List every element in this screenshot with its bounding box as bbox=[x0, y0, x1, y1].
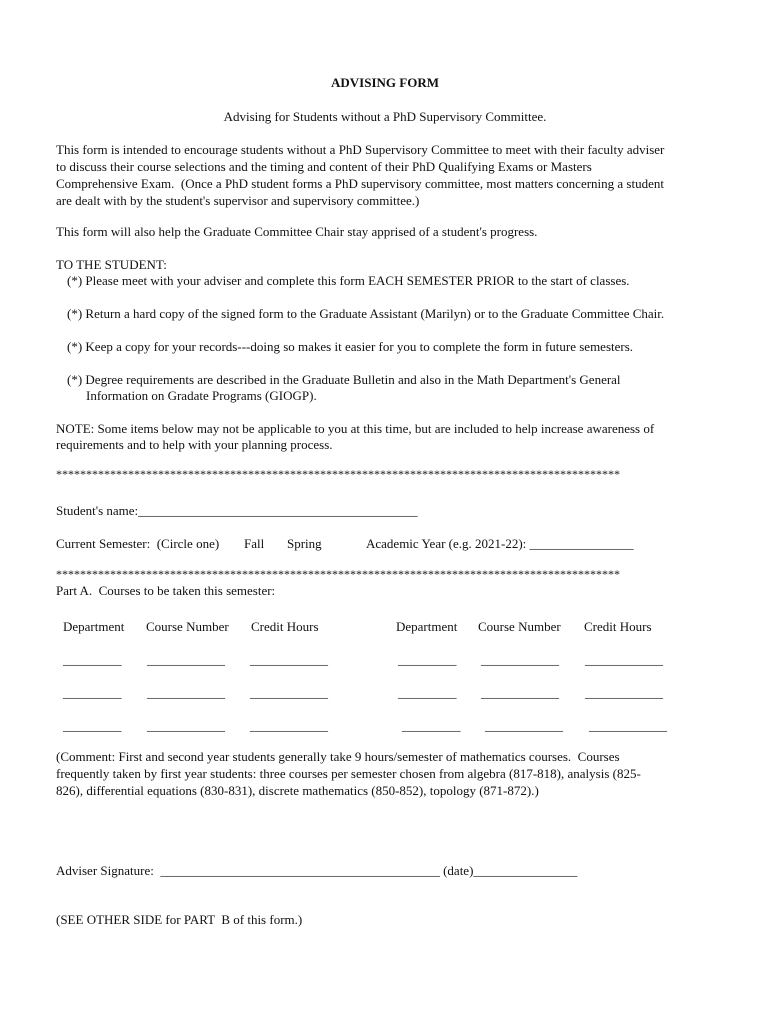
column-header-credit-hours: Credit Hours bbox=[251, 619, 319, 634]
course-number-blank[interactable]: ____________ bbox=[481, 652, 559, 667]
part-a-heading: Part A. Courses to be taken this semester: bbox=[56, 583, 276, 598]
department-blank[interactable]: _________ bbox=[398, 685, 457, 700]
column-header-course-number: Course Number bbox=[478, 619, 561, 634]
intro-line: to discuss their course selections and the timing and content of their PhD Qualifying Exams or Masters bbox=[56, 159, 592, 174]
semester-option-spring[interactable]: Spring bbox=[287, 536, 322, 551]
note-line: NOTE: Some items below may not be applicable to you at this time, but are included to help increase awareness of bbox=[56, 421, 655, 436]
intro-line: are dealt with by the student's supervisor and supervisory committee.) bbox=[56, 193, 420, 208]
comment-line: frequently taken by first year students: three courses per semester chosen from algebra (817-818), analysis (825- bbox=[56, 766, 641, 781]
column-header-course-number: Course Number bbox=[146, 619, 229, 634]
note-line: requirements and to help with your planning process. bbox=[56, 437, 333, 452]
column-header-department: Department bbox=[63, 619, 125, 634]
column-header-department: Department bbox=[396, 619, 458, 634]
comment-line: 826), differential equations (830-831), discrete mathematics (850-852), topology (871-872).) bbox=[56, 783, 539, 798]
instruction-item: (*) Keep a copy for your records---doing so makes it easier for you to complete the form in future semesters. bbox=[67, 339, 634, 354]
separator: ********************************************************************************************** bbox=[56, 567, 620, 581]
instruction-item: (*) Degree requirements are described in the Graduate Bulletin and also in the Math Department's General bbox=[67, 372, 621, 387]
semester-option-fall[interactable]: Fall bbox=[244, 536, 265, 551]
see-other-side-note: (SEE OTHER SIDE for PART B of this form.) bbox=[56, 912, 303, 927]
academic-year-field[interactable]: Academic Year (e.g. 2021-22): ________________ bbox=[366, 536, 634, 551]
intro-line: Comprehensive Exam. (Once a PhD student forms a PhD supervisory committee, most matters concerning a student bbox=[56, 176, 664, 191]
course-number-blank[interactable]: ____________ bbox=[147, 685, 225, 700]
semester-label: Current Semester: (Circle one) bbox=[56, 536, 220, 551]
course-number-blank[interactable]: ____________ bbox=[147, 718, 225, 733]
credit-hours-blank[interactable]: ____________ bbox=[585, 685, 663, 700]
course-number-blank[interactable]: ____________ bbox=[485, 718, 563, 733]
department-blank[interactable]: _________ bbox=[63, 718, 122, 733]
separator: ********************************************************************************************** bbox=[56, 467, 620, 481]
instruction-item: (*) Return a hard copy of the signed form to the Graduate Assistant (Marilyn) or to the Graduate Committee Chair. bbox=[67, 306, 665, 321]
student-name-field[interactable]: Student's name:___________________________________________ bbox=[56, 503, 418, 518]
column-header-credit-hours: Credit Hours bbox=[584, 619, 652, 634]
chair-note: This form will also help the Graduate Committee Chair stay apprised of a student's progress. bbox=[56, 224, 538, 239]
credit-hours-blank[interactable]: ____________ bbox=[250, 652, 328, 667]
instruction-item: (*) Please meet with your adviser and complete this form EACH SEMESTER PRIOR to the start of classes. bbox=[67, 273, 630, 288]
adviser-signature-field[interactable]: Adviser Signature: ___________________________________________ (date)________________ bbox=[56, 863, 578, 878]
to-student-heading: TO THE STUDENT: bbox=[56, 257, 167, 272]
course-number-blank[interactable]: ____________ bbox=[147, 652, 225, 667]
department-blank[interactable]: _________ bbox=[63, 652, 122, 667]
department-blank[interactable]: _________ bbox=[402, 718, 461, 733]
credit-hours-blank[interactable]: ____________ bbox=[585, 652, 663, 667]
form-subtitle: Advising for Students without a PhD Supervisory Committee. bbox=[223, 109, 547, 124]
credit-hours-blank[interactable]: ____________ bbox=[250, 685, 328, 700]
credit-hours-blank[interactable]: ____________ bbox=[250, 718, 328, 733]
intro-line: This form is intended to encourage students without a PhD Supervisory Committee to meet with their faculty adviser bbox=[56, 142, 665, 157]
comment-line: (Comment: First and second year students generally take 9 hours/semester of mathematics courses. Courses bbox=[56, 749, 620, 764]
department-blank[interactable]: _________ bbox=[398, 652, 457, 667]
department-blank[interactable]: _________ bbox=[63, 685, 122, 700]
course-number-blank[interactable]: ____________ bbox=[481, 685, 559, 700]
instruction-item-continued: Information on Gradate Programs (GIOGP). bbox=[86, 388, 317, 403]
form-title: ADVISING FORM bbox=[331, 75, 439, 90]
credit-hours-blank[interactable]: ____________ bbox=[589, 718, 667, 733]
